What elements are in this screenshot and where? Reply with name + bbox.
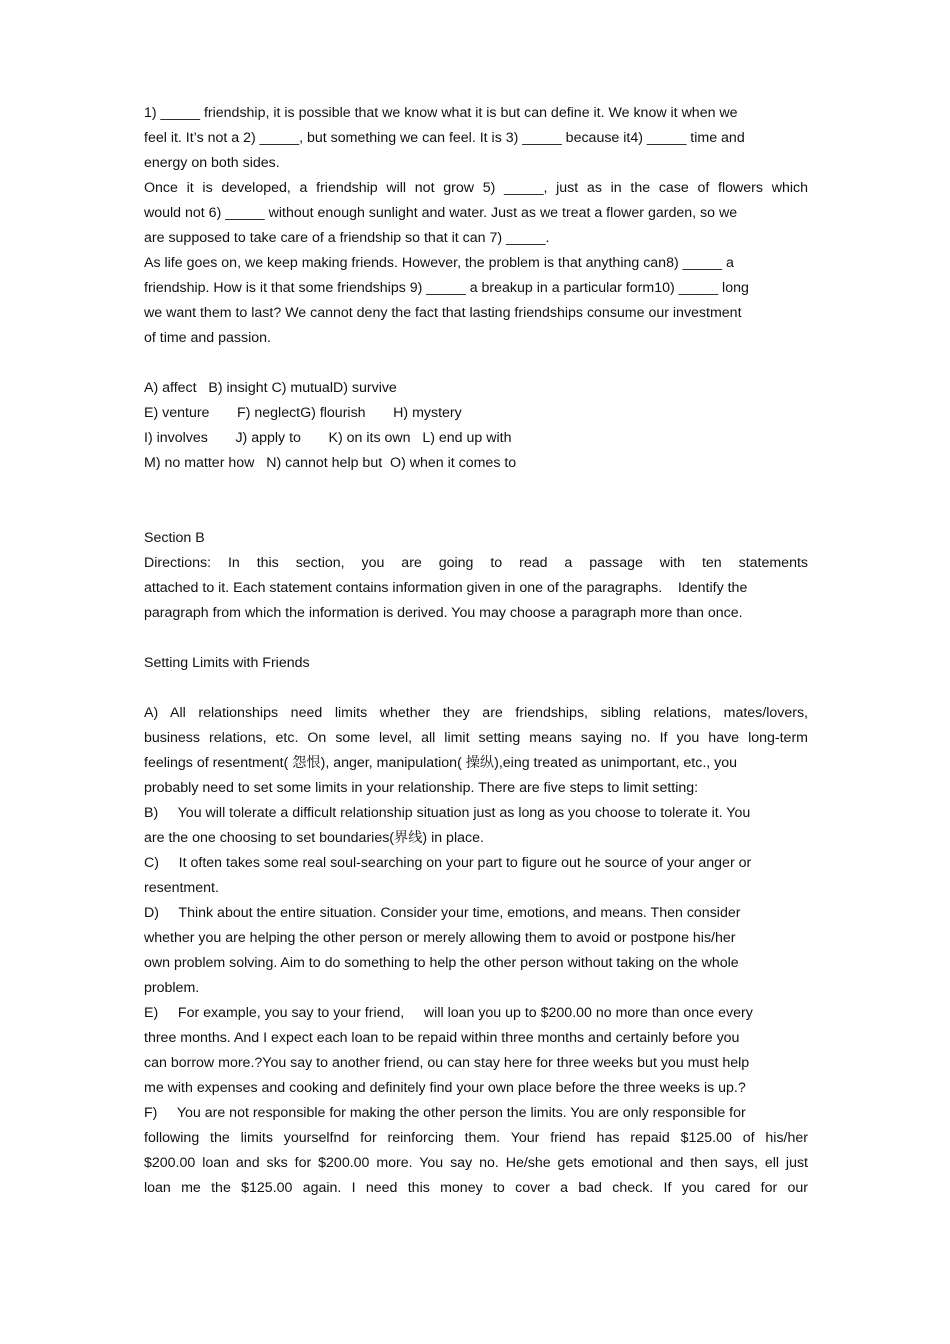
document-page [144, 101, 808, 1201]
text-line: attached to it. Each statement contains information given in one of the paragraphs. Identify the [144, 580, 748, 596]
text-line: M) no matter how N) cannot help but O) when it comes to [144, 455, 517, 471]
text-line: energy on both sides. [144, 155, 280, 171]
text-line: friendship. How is it that some friendships 9) _____ a breakup in a particular form10) _____ long [144, 280, 749, 296]
text-line: E) For example, you say to your friend, will loan you up to $200.00 no more than once every [144, 1005, 753, 1021]
text-line: As life goes on, we keep making friends. However, the problem is that anything can8) _____ a [144, 255, 734, 271]
text-line: feelings of resentment( 怨恨), anger, manipulation( 操纵),eing treated as unimportant, etc., you [144, 755, 738, 771]
text-line: feel it. It’s not a 2) _____, but something we can feel. It is 3) _____ because it4) _____ time and [144, 130, 745, 146]
text-line: probably need to set some limits in your relationship. There are five steps to limit setting: [144, 780, 699, 796]
cloze-p2 [144, 176, 808, 251]
text-line: paragraph from which the information is derived. You may choose a paragraph more than once. [144, 605, 743, 621]
text-line: following the limits yourselfnd for reinforcing them. Your friend has repaid $125.00 of his/her [144, 1130, 808, 1146]
paragraph-f [144, 1101, 808, 1201]
paragraph-b [144, 801, 808, 851]
paragraph-e [144, 1001, 808, 1101]
paragraph-c [144, 851, 808, 901]
paragraph-a [144, 701, 808, 801]
text-line: Once it is developed, a friendship will not grow 5) _____, just as in the case of flowers which [144, 180, 808, 196]
directions [144, 551, 808, 626]
cloze-p1 [144, 101, 808, 176]
text-line: of time and passion. [144, 330, 271, 346]
text-line: A) affect B) insight C) mutualD) survive [144, 380, 397, 396]
blank-line [144, 351, 808, 376]
text-line: A) All relationships need limits whether they are friendships, sibling relations, mates/lovers, [144, 705, 808, 721]
text-line: are the one choosing to set boundaries(界线) in place. [144, 830, 484, 846]
text-line: Section B [144, 530, 205, 546]
text-line: Setting Limits with Friends [144, 655, 310, 671]
text-line: own problem solving. Aim to do something to help the other person without taking on the whole [144, 955, 739, 971]
text-line: can borrow more.?You say to another friend, ou can stay here for three weeks but you must help [144, 1055, 750, 1071]
blank-line [144, 501, 808, 526]
cloze-p3 [144, 251, 808, 351]
text-line: we want them to last? We cannot deny the fact that lasting friendships consume our investment [144, 305, 742, 321]
word-bank [144, 376, 808, 476]
text-line: B) You will tolerate a difficult relationship situation just as long as you choose to tolerate it. You [144, 805, 751, 821]
text-line: whether you are helping the other person or merely allowing them to avoid or postpone his/her [144, 930, 736, 946]
passage-title [144, 651, 808, 676]
text-line: E) venture F) neglectG) flourish H) mystery [144, 405, 462, 421]
text-line: loan me the $125.00 again. I need this money to cover a bad check. If you cared for our [144, 1180, 808, 1196]
text-line: problem. [144, 980, 200, 996]
text-line: business relations, etc. On some level, all limit setting means saying no. If you have long-term [144, 730, 808, 746]
text-line: are supposed to take care of a friendship so that it can 7) _____. [144, 230, 550, 246]
text-line: me with expenses and cooking and definitely find your own place before the three weeks is up.? [144, 1080, 746, 1096]
section-b-heading [144, 526, 808, 551]
text-line: would not 6) _____ without enough sunlight and water. Just as we treat a flower garden, so we [144, 205, 738, 221]
blank-line [144, 676, 808, 701]
text-line: F) You are not responsible for making the other person the limits. You are only responsible for [144, 1105, 746, 1121]
text-line: 1) _____ friendship, it is possible that we know what it is but can define it. We know it when we [144, 105, 738, 121]
text-line: Directions: In this section, you are going to read a passage with ten statements [144, 555, 808, 571]
text-line: resentment. [144, 880, 219, 896]
text-line: $200.00 loan and sks for $200.00 more. You say no. He/she gets emotional and then says, ell just [144, 1155, 808, 1171]
paragraph-d [144, 901, 808, 1001]
text-line: three months. And I expect each loan to be repaid within three months and certainly before you [144, 1030, 740, 1046]
text-line: C) It often takes some real soul-searching on your part to figure out he source of your anger or [144, 855, 752, 871]
blank-line [144, 626, 808, 651]
text-line: I) involves J) apply to K) on its own L) end up with [144, 430, 512, 446]
blank-line [144, 476, 808, 501]
text-line: D) Think about the entire situation. Consider your time, emotions, and means. Then consider [144, 905, 741, 921]
